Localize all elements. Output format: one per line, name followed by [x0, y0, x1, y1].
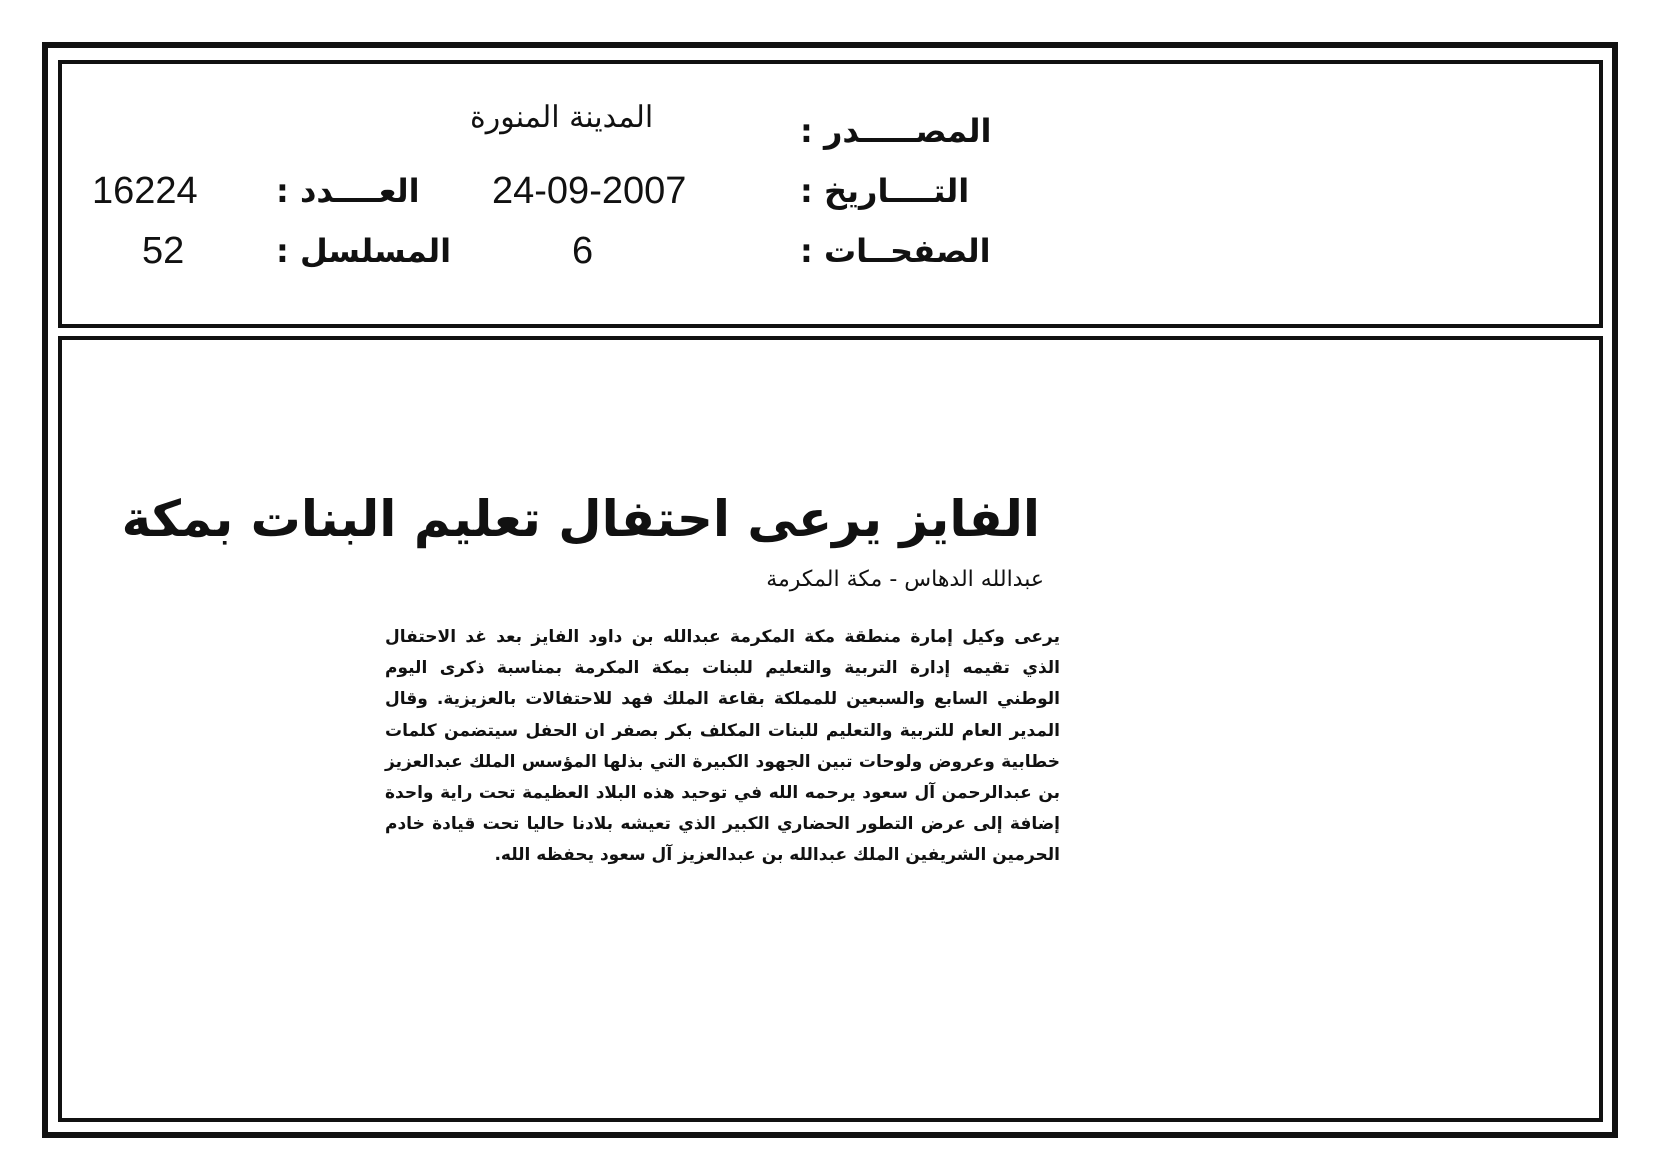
source-value: المدينة المنورة: [470, 100, 654, 135]
article-byline: عبدالله الدهاس - مكة المكرمة: [766, 567, 1044, 592]
date-value: 24-09-2007: [492, 170, 687, 212]
article-headline: الفايز يرعى احتفال تعليم البنات بمكة: [121, 490, 1040, 548]
pages-label: الصفحــات :: [800, 232, 991, 270]
serial-label: المسلسل :: [276, 232, 452, 270]
source-label: المصـــــدر :: [800, 112, 992, 150]
pages-value: 6: [572, 230, 594, 272]
serial-value: 52: [142, 230, 185, 272]
issue-value: 16224: [92, 170, 198, 212]
date-label: التــــاريخ :: [800, 172, 970, 210]
article-body-text: يرعى وكيل إمارة منطقة مكة المكرمة عبدالله بن داود الفايز بعد غد الاحتفال الذي تقيمه إدارة التربية والتعليم للبنات بمكة المكرمة بمناسبة ذكرى اليوم الوطني السابع والسبعين للمملكة بقاعة الملك فهد للاحتفالات بالعزيزية. وقال المدير العام للتربية والتعليم للبنات المكلف بكر بصفر ان الحفل سيتضمن كلمات خطابية وعروض ولوحات تبين الجهود الكبيرة التي بذلها المؤسس الملك عبدالعزيز بن عبدالرحمن آل سعود يرحمه الله في توحيد هذه البلاد العظيمة تحت راية واحدة إضافة إلى عرض التطور الحضاري الكبير الذي تعيشه بلادنا حاليا تحت قيادة خادم الحرمين الشريفين الملك عبدالله بن عبدالعزيز آل سعود يحفظه الله.: [385, 627, 1060, 866]
issue-label: العــــدد :: [276, 172, 420, 210]
